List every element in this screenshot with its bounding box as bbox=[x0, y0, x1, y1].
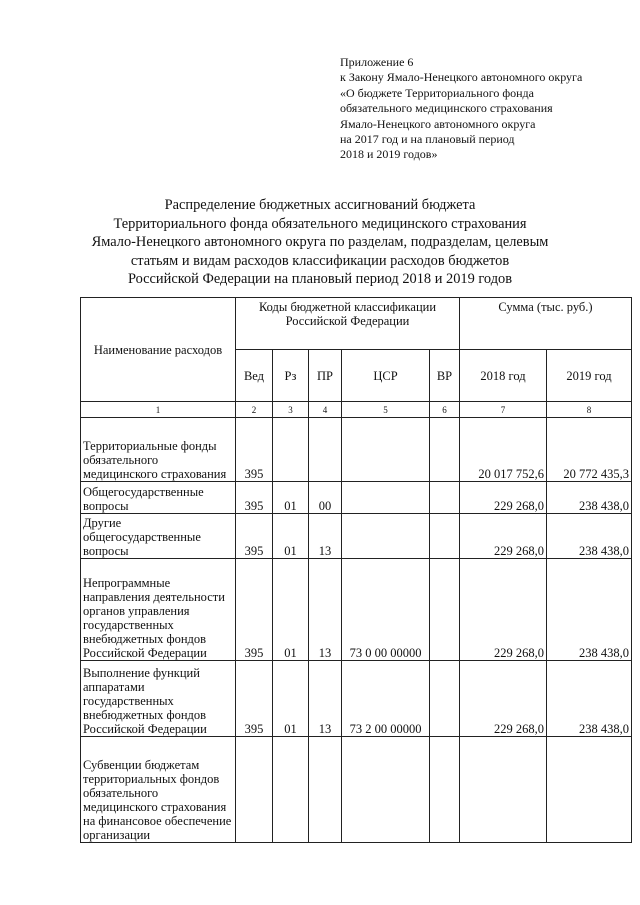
table-row bbox=[81, 418, 632, 482]
header-sum-group: Сумма (тыс. руб.) bbox=[460, 298, 632, 350]
row-pr: 13 bbox=[309, 559, 342, 661]
title-line: Территориального фонда обязательного медицинского страхования bbox=[113, 215, 527, 232]
row-rz: 01 bbox=[273, 559, 309, 661]
table-row bbox=[81, 661, 632, 737]
row-csr: 73 0 00 00000 bbox=[342, 559, 430, 661]
row-pr: 13 bbox=[309, 661, 342, 737]
budget-table bbox=[80, 297, 632, 843]
column-number: 3 bbox=[273, 402, 309, 418]
row-sum-2018: 229 268,0 bbox=[460, 514, 547, 559]
row-name: Выполнение функций аппаратами государственных внебюджетных фондов Российской Федерации bbox=[81, 661, 236, 737]
header-csr: ЦСР bbox=[342, 350, 430, 402]
column-number: 2 bbox=[236, 402, 273, 418]
row-csr: 73 2 00 00000 bbox=[342, 661, 430, 737]
title-line: Российской Федерации на плановый период 2018 и 2019 годов bbox=[127, 271, 513, 288]
row-name: Территориальные фонды обязательного медицинского страхования bbox=[81, 418, 236, 482]
row-sum-2018: 229 268,0 bbox=[460, 661, 547, 737]
row-sum-2019: 238 438,0 bbox=[547, 482, 632, 514]
header-rz: Рз bbox=[273, 350, 309, 402]
row-csr bbox=[342, 482, 430, 514]
header-2019: 2019 год bbox=[547, 350, 632, 402]
row-vr bbox=[430, 737, 460, 843]
header-name: Наименование расходов bbox=[81, 298, 236, 402]
row-rz bbox=[273, 418, 309, 482]
row-rz: 01 bbox=[273, 482, 309, 514]
row-sum-2018: 229 268,0 bbox=[460, 559, 547, 661]
annex-line: Ямало-Ненецкого автономного округа bbox=[340, 116, 536, 131]
header-pr: ПР bbox=[309, 350, 342, 402]
row-ved: 395 bbox=[236, 514, 273, 559]
row-name: Субвенции бюджетам территориальных фондов обязательного медицинского страхования на финансовое обеспечение организации bbox=[81, 737, 236, 843]
row-pr: 00 bbox=[309, 482, 342, 514]
table-row bbox=[81, 737, 632, 843]
header-vr: ВР bbox=[430, 350, 460, 402]
row-sum-2019 bbox=[547, 737, 632, 843]
annex-line: к Закону Ямало-Ненецкого автономного округа bbox=[340, 70, 583, 85]
row-ved bbox=[236, 737, 273, 843]
row-csr bbox=[342, 418, 430, 482]
row-pr bbox=[309, 418, 342, 482]
row-sum-2019: 238 438,0 bbox=[547, 514, 632, 559]
row-ved: 395 bbox=[236, 418, 273, 482]
annex-line: 2018 и 2019 годов» bbox=[340, 147, 438, 162]
row-ved: 395 bbox=[236, 482, 273, 514]
table-row bbox=[81, 514, 632, 559]
annex-line: Приложение 6 bbox=[340, 55, 414, 69]
row-name: Общегосударственные вопросы bbox=[81, 482, 236, 514]
annex-line: на 2017 год и на плановый период bbox=[340, 132, 515, 147]
row-sum-2019: 238 438,0 bbox=[547, 559, 632, 661]
table-row bbox=[81, 482, 632, 514]
row-sum-2018 bbox=[460, 737, 547, 843]
column-number: 7 bbox=[460, 402, 547, 418]
column-number: 4 bbox=[309, 402, 342, 418]
row-sum-2019: 238 438,0 bbox=[547, 661, 632, 737]
row-csr bbox=[342, 737, 430, 843]
row-vr bbox=[430, 418, 460, 482]
row-vr bbox=[430, 559, 460, 661]
annex-line: обязательного медицинского страхования bbox=[340, 101, 553, 116]
column-number-row bbox=[81, 402, 632, 418]
row-rz: 01 bbox=[273, 514, 309, 559]
header-codes-group: Коды бюджетной классификации Российской Федерации bbox=[236, 298, 460, 350]
title-line: Ямало-Ненецкого автономного округа по разделам, подразделам, целевым bbox=[91, 234, 549, 251]
row-pr bbox=[309, 737, 342, 843]
header-ved: Вед bbox=[236, 350, 273, 402]
annex-block bbox=[340, 55, 630, 163]
column-number: 8 bbox=[547, 402, 632, 418]
row-ved: 395 bbox=[236, 661, 273, 737]
column-number: 1 bbox=[81, 402, 236, 418]
header-2018: 2018 год bbox=[460, 350, 547, 402]
row-csr bbox=[342, 514, 430, 559]
title-line: статьям и видам расходов классификации расходов бюджетов bbox=[130, 252, 510, 269]
row-sum-2018: 20 017 752,6 bbox=[460, 418, 547, 482]
row-sum-2019: 20 772 435,3 bbox=[547, 418, 632, 482]
row-pr: 13 bbox=[309, 514, 342, 559]
column-number: 5 bbox=[342, 402, 430, 418]
column-number: 6 bbox=[430, 402, 460, 418]
row-sum-2018: 229 268,0 bbox=[460, 482, 547, 514]
title-line: Распределение бюджетных ассигнований бюджета bbox=[164, 197, 476, 213]
row-name: Непрограммные направления деятельности органов управления государственных внебюджетных фондов Российской Федерации bbox=[81, 559, 236, 661]
table-row bbox=[81, 559, 632, 661]
row-name: Другие общегосударственные вопросы bbox=[81, 514, 236, 559]
row-ved: 395 bbox=[236, 559, 273, 661]
row-rz: 01 bbox=[273, 661, 309, 737]
row-vr bbox=[430, 482, 460, 514]
annex-line: «О бюджете Территориального фонда bbox=[340, 85, 534, 100]
row-rz bbox=[273, 737, 309, 843]
row-vr bbox=[430, 514, 460, 559]
document-title bbox=[60, 196, 580, 289]
row-vr bbox=[430, 661, 460, 737]
